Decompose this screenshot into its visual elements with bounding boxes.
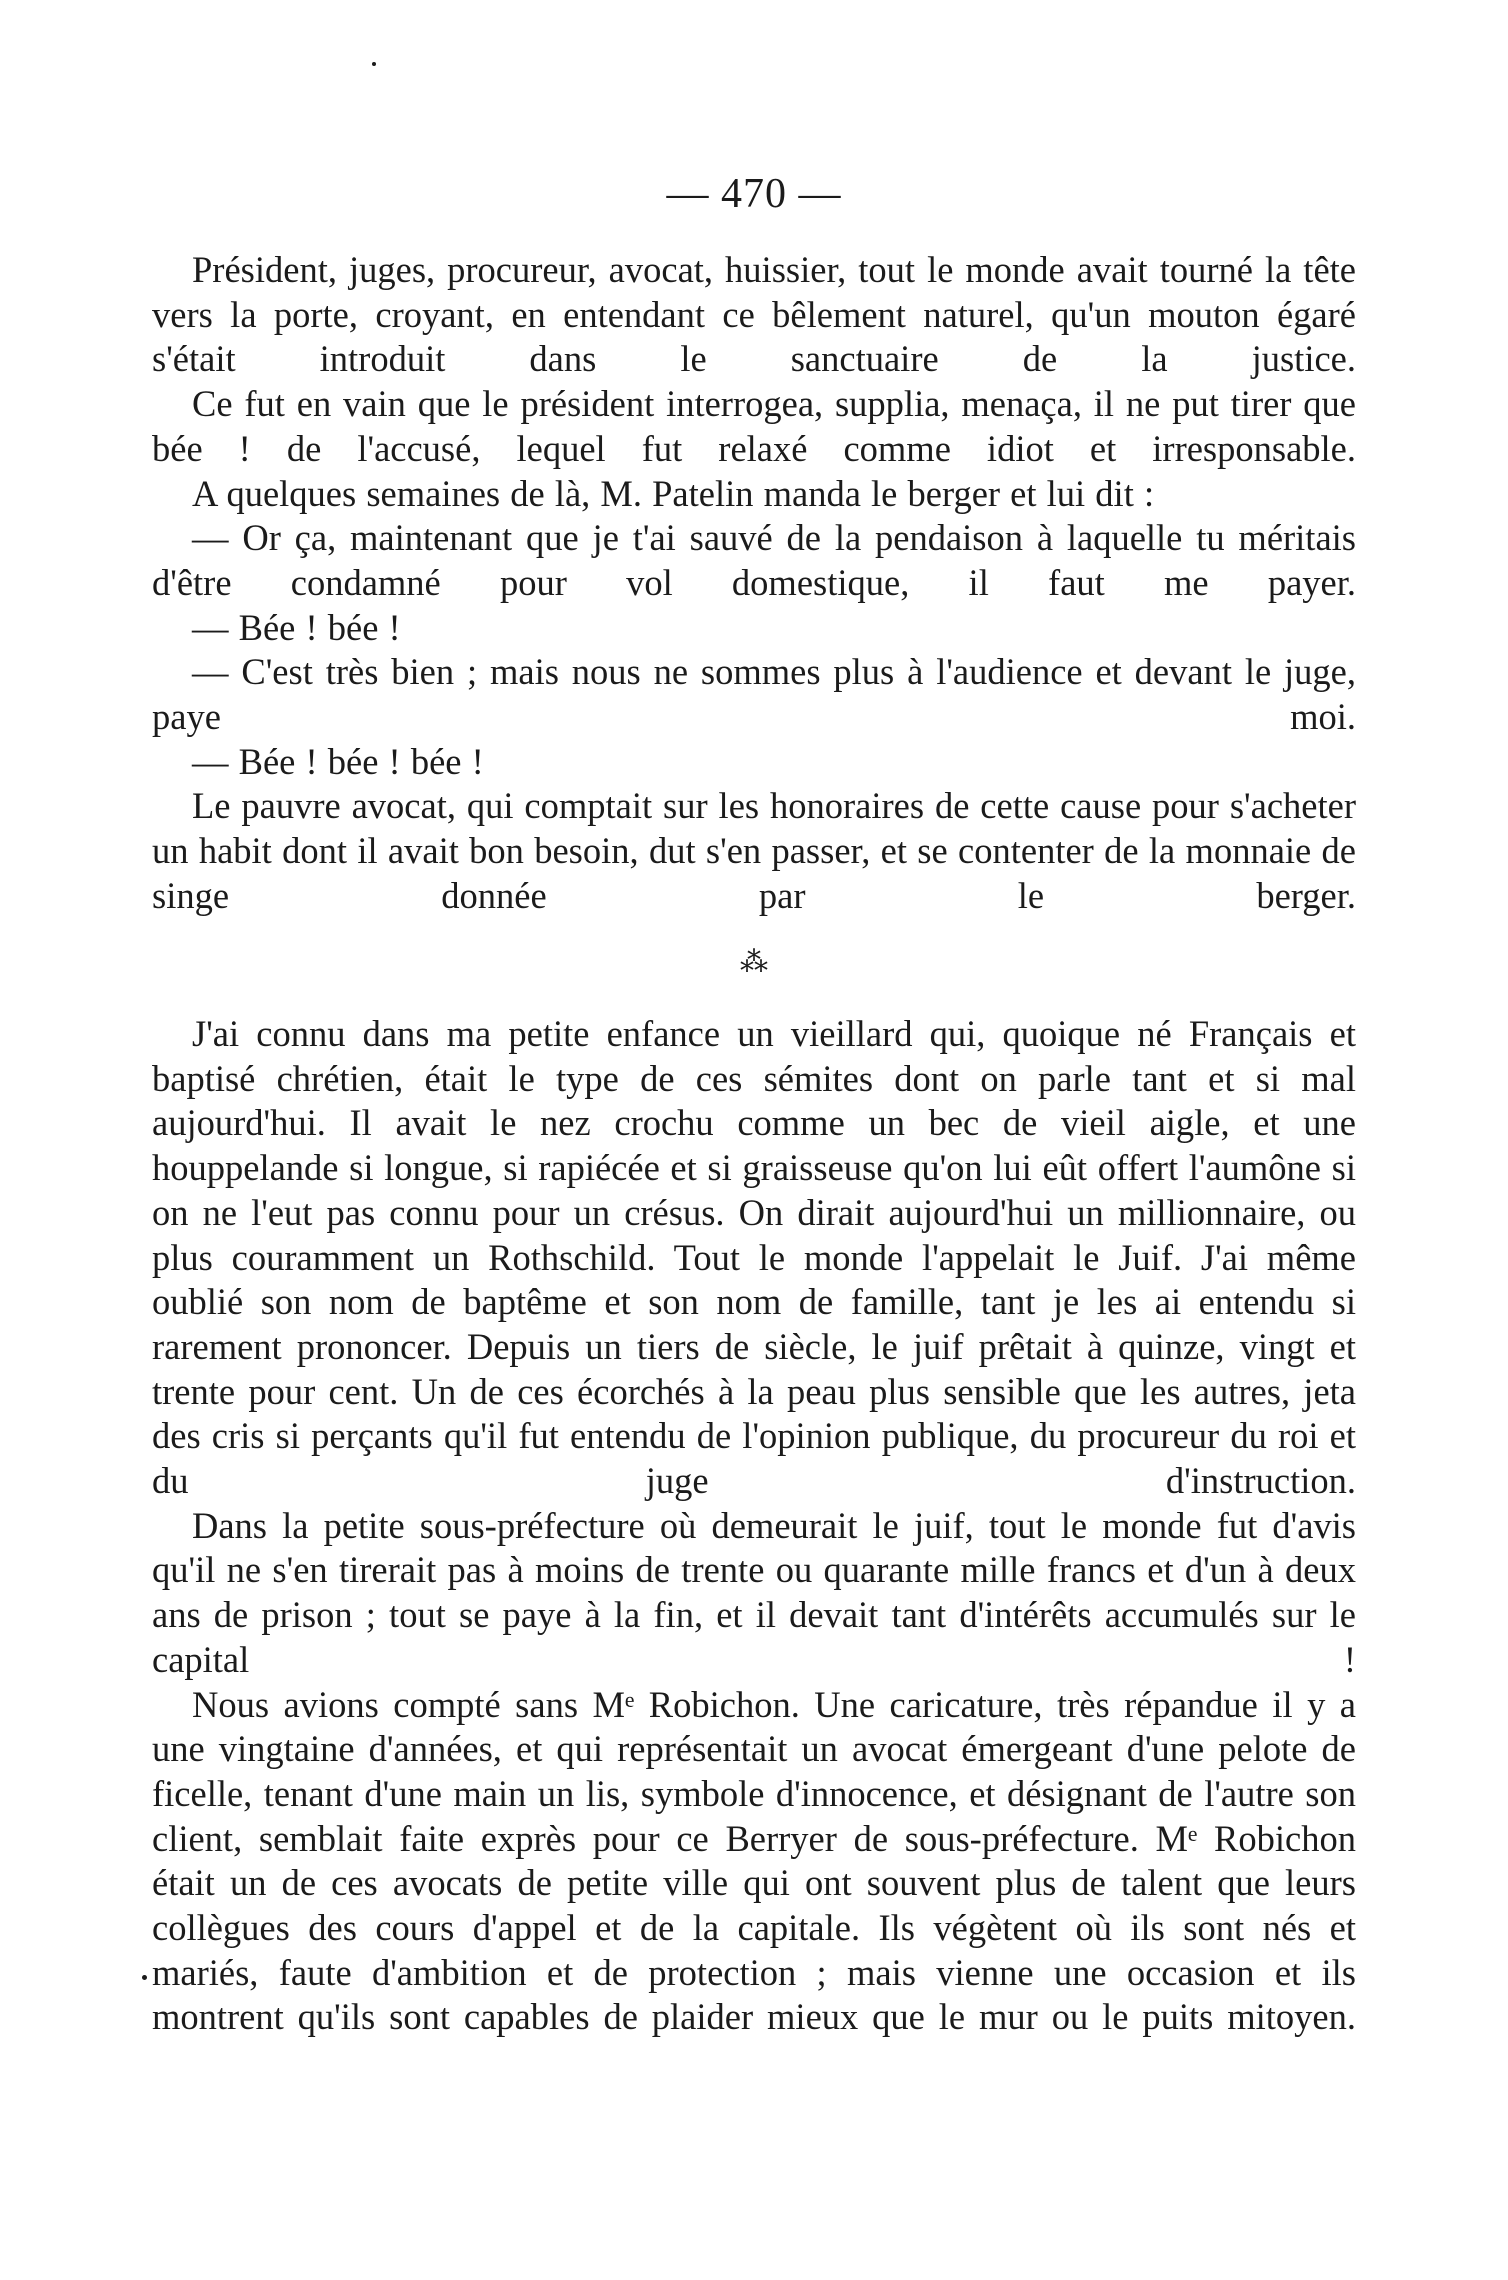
paragraph: A quelques semaines de là, M. Patelin manda le berger et lui dit : <box>192 472 1155 514</box>
page-number: — 470 — <box>666 171 842 217</box>
paragraph: Président, juges, procureur, avocat, huissier, tout le monde avait tourné la tête vers la porte, croyant, en entendant ce bêlement naturel, qu'un mouton égaré s'était introduit dans le sanctuaire de la justice. <box>152 249 1356 380</box>
ink-speck <box>372 62 376 66</box>
dialogue-line: — Bée ! bée ! <box>192 606 401 648</box>
paragraph: Le pauvre avocat, qui comptait sur les honoraires de cette cause pour s'acheter un habit dont il avait bon besoin, dut s'en passer, et se contenter de la monnaie de singe donnée par le berger. <box>152 785 1356 916</box>
text-section-2 <box>152 1012 1356 2040</box>
paragraph: Nous avions compté sans Mᵉ Robichon. Une caricature, très répandue il y a une vingtaine d'années, et qui représentait un avocat émergeant d'une pelote de ficelle, tenant d'une main un lis, symbole d'innocence, et désignant de l'autre son client, semblait faite exprès pour ce Berryer de sous-préfecture. Mᵉ Robichon était un de ces avocats de petite ville qui ont souvent plus de talent que leurs collègues des cours d'appel et de la capitale. Ils végètent où ils sont nés et mariés, faute d'ambition et de protection ; mais vienne une occasion et ils montrent qu'ils sont capables de plaider mieux que le mur ou le puits mitoyen. <box>152 1683 1356 2038</box>
asterism-separator <box>0 945 1508 1008</box>
asterism-glyph: ⁂ <box>740 945 768 978</box>
paragraph: J'ai connu dans ma petite enfance un vieillard qui, quoique né Français et baptisé chrétien, était le type de ces sémites dont on parle tant et si mal aujourd'hui. Il avait le nez crochu comme un bec de vieil aigle, et une houppelande si longue, si rapiécée et si graisseuse qu'on lui eût offert l'aumône si on ne l'eut pas connu pour un crésus. On dirait aujourd'hui un millionnaire, ou plus couramment un Rothschild. Tout le monde l'appelait le Juif. J'ai même oublié son nom de baptême et son nom de famille, tant je les ai entendu si rarement prononcer. Depuis un tiers de siècle, le juif prêtait à quinze, vingt et trente pour cent. Un de ces écorchés à la peau plus sensible que les autres, jeta des cris si perçants qu'il fut entendu de l'opinion publique, du procureur du roi et du juge d'instruction. <box>152 1013 1356 1502</box>
dialogue-line: — Bée ! bée ! bée ! <box>192 740 484 782</box>
paragraph: Dans la petite sous-préfecture où demeurait le juif, tout le monde fut d'avis qu'il ne s'en tirerait pas à moins de trente ou quarante mille francs et d'un à deux ans de prison ; tout se paye à la fin, et il devait tant d'intérêts accumulés sur le capital ! <box>152 1504 1356 1680</box>
dialogue-line: — Or ça, maintenant que je t'ai sauvé de la pendaison à laquelle tu méritais d'être condamné pour vol domestique, il faut me payer. <box>152 517 1356 603</box>
paragraph: Ce fut en vain que le président interrogea, supplia, menaça, il ne put tirer que bée ! de l'accusé, lequel fut relaxé comme idiot et irresponsable. <box>152 383 1356 469</box>
text-section-1 <box>152 248 1356 919</box>
dialogue-line: — C'est très bien ; mais nous ne sommes plus à l'audience et devant le juge, paye moi. <box>152 651 1356 738</box>
margin-mark <box>142 1975 147 1980</box>
